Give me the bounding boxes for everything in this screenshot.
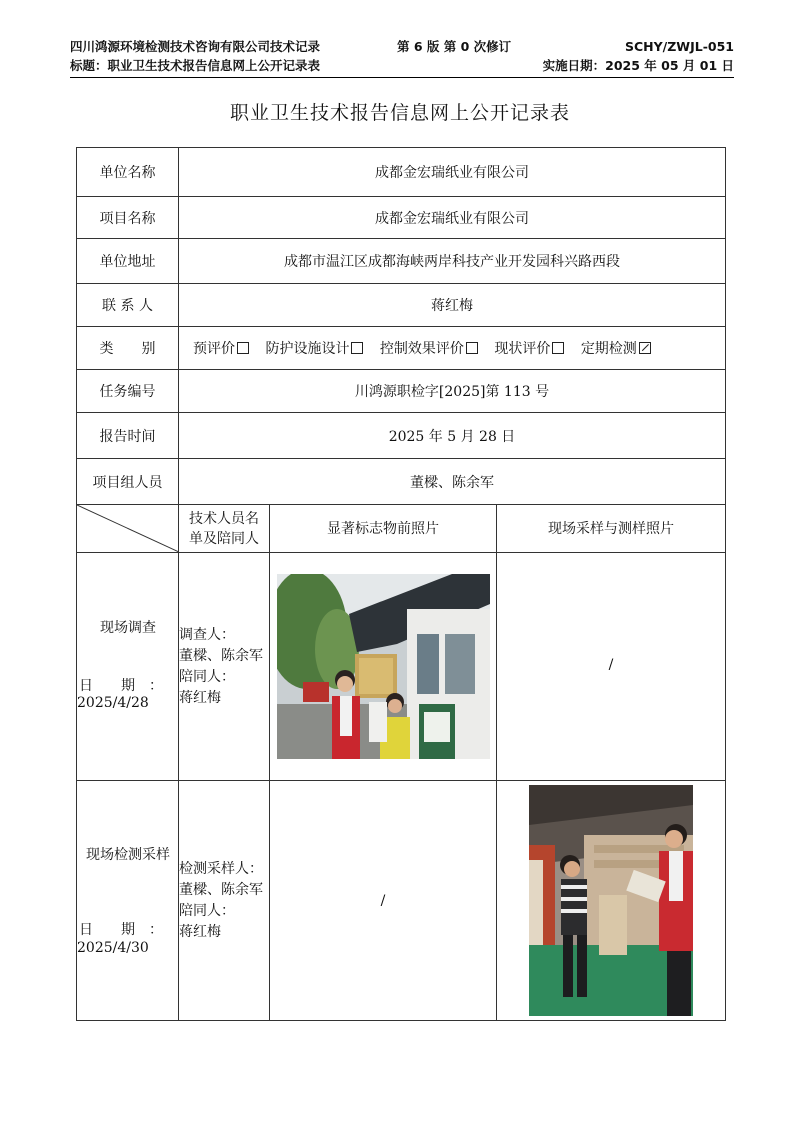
effective-date: 实施日期：2025 年 05 月 01 日 [542, 58, 734, 73]
survey-sampling-photo-cell [497, 553, 726, 781]
page-title: 职业卫生技术报告信息网上公开记录表 [229, 102, 570, 124]
row-team [77, 459, 726, 505]
category-control-eval: 控制效果评价 [379, 341, 464, 357]
row-task-no [77, 370, 726, 413]
team-label: 项目组人员 [77, 459, 179, 505]
task-no-value: 川鸿源职检字[2025]第 113 号 [179, 370, 726, 413]
record-table [76, 147, 726, 1021]
category-protection-design: 防护设施设计 [265, 341, 350, 357]
category-status-eval: 现状评价 [494, 341, 551, 357]
col-staff-header [179, 505, 270, 553]
sampling-photo [529, 785, 693, 1016]
contact-value: 蒋红梅 [179, 284, 726, 327]
row-sampling [77, 781, 726, 1021]
row-address [77, 239, 726, 284]
col-staff-line2: 单及陪同人 [189, 530, 259, 547]
title-line: 标题：职业卫生技术报告信息网上公开记录表 [70, 58, 321, 73]
sampling-people-cell [179, 781, 270, 1021]
category-periodic-detection: 定期检测 [580, 341, 637, 357]
category-label: 类 别 [77, 327, 179, 370]
project-name-value: 成都金宏瑞纸业有限公司 [179, 197, 726, 239]
survey-title: 现场调查 [100, 620, 156, 636]
company-record-label: 四川鸿源环境检测技术咨询有限公司技术记录 [70, 39, 321, 54]
checkbox-periodic-detection [639, 342, 651, 354]
checkbox-control-eval [466, 342, 478, 354]
sampling-date: 2025/4/30 [77, 940, 149, 956]
survey-role1: 调查人： [179, 626, 235, 643]
row-project-name [77, 197, 726, 239]
category-item [193, 341, 249, 357]
survey-names2: 蒋红梅 [179, 689, 221, 706]
row-report-time [77, 413, 726, 459]
survey-landmark-photo-cell [270, 553, 497, 781]
checkbox-protection-design [351, 342, 363, 354]
category-item [380, 341, 478, 357]
row-survey [77, 553, 726, 781]
survey-role2: 陪同人： [179, 668, 235, 685]
row-unit-name [77, 148, 726, 197]
category-pre-eval: 预评价 [193, 341, 235, 357]
survey-date: 2025/4/28 [77, 695, 149, 711]
checkbox-pre-eval [237, 342, 249, 354]
sampling-photo-cell [497, 781, 726, 1021]
report-time-label: 报告时间 [77, 413, 179, 459]
project-name-label: 项目名称 [77, 197, 179, 239]
survey-people-cell [179, 553, 270, 781]
row-contact [77, 284, 726, 327]
diagonal-line [77, 505, 178, 552]
report-time-value: 2025 年 5 月 28 日 [179, 413, 726, 459]
sampling-names1: 董樑、陈余军 [179, 881, 263, 898]
row-photo-header [77, 505, 726, 553]
category-options [179, 327, 726, 370]
team-value: 董樑、陈余军 [179, 459, 726, 505]
survey-names1: 董樑、陈余军 [179, 647, 263, 664]
survey-date-label: 日 期 ： [79, 678, 163, 694]
col-staff-line1: 技术人员名 [189, 510, 259, 527]
task-no-label: 任务编号 [77, 370, 179, 413]
sampling-title-cell [77, 781, 179, 1021]
unit-name-value: 成都金宏瑞纸业有限公司 [179, 148, 726, 197]
category-item [494, 341, 564, 357]
sampling-title: 现场检测采样 [86, 847, 170, 863]
sampling-empty-slash: / [380, 892, 386, 909]
sampling-role2: 陪同人： [179, 902, 235, 919]
sampling-landmark-photo-cell [270, 781, 497, 1021]
survey-empty-slash: / [608, 656, 614, 673]
row-category [77, 327, 726, 370]
category-item [581, 341, 651, 357]
diagonal-cell [77, 505, 179, 553]
sampling-date-label: 日 期 ： [79, 922, 163, 938]
category-item [265, 341, 363, 357]
header-divider [70, 77, 734, 78]
contact-label: 联 系 人 [77, 284, 179, 327]
survey-title-cell [77, 553, 179, 781]
landmark-photo [277, 574, 490, 759]
col-sampling-header: 现场采样与测样照片 [497, 505, 726, 553]
doc-code: SCHY/ZWJL-051 [624, 39, 734, 54]
sampling-role1: 检测采样人： [179, 860, 263, 877]
sampling-names2: 蒋红梅 [179, 923, 221, 940]
address-value: 成都市温江区成都海峡两岸科技产业开发园科兴路西段 [179, 239, 726, 284]
checkbox-status-eval [552, 342, 564, 354]
unit-name-label: 单位名称 [77, 148, 179, 197]
version-label: 第 6 版 第 0 次修订 [397, 39, 512, 54]
col-landmark-header: 显著标志物前照片 [270, 505, 497, 553]
address-label: 单位地址 [77, 239, 179, 284]
